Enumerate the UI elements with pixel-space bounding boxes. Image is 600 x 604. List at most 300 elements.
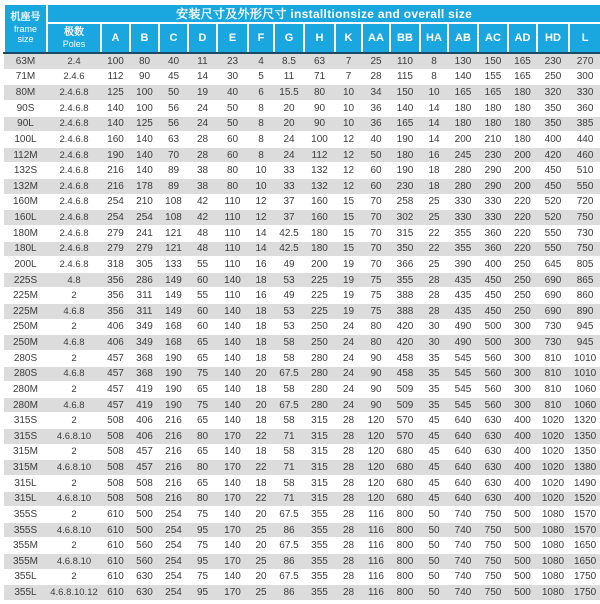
- dim-cell-BB: 150: [390, 85, 420, 101]
- dim-cell-AD: 250: [508, 304, 537, 320]
- dim-cell-C: 149: [159, 288, 188, 304]
- dim-cell-F: 20: [248, 507, 274, 523]
- dim-cell-AD: 180: [508, 116, 537, 132]
- dim-cell-F: 22: [248, 429, 274, 445]
- dim-cell-C: 216: [159, 491, 188, 507]
- dim-cell-A: 318: [101, 257, 130, 273]
- dim-cell-E: 140: [217, 366, 248, 382]
- dim-cell-E: 140: [217, 272, 248, 288]
- dim-cell-E: 140: [217, 397, 248, 413]
- dim-cell-F: 12: [248, 194, 274, 210]
- frame-size-cell: 355L: [4, 585, 47, 601]
- table-row: [4, 241, 600, 257]
- poles-cell: 2.4.6.8: [47, 132, 101, 148]
- dim-cell-L: 1750: [569, 585, 600, 601]
- dim-cell-G: 71: [274, 429, 304, 445]
- dim-cell-H: 280: [304, 366, 335, 382]
- dim-cell-AA: 75: [362, 288, 390, 304]
- dim-cell-D: 28: [188, 132, 217, 148]
- dim-cell-F: 18: [248, 319, 274, 335]
- dim-cell-C: 56: [159, 116, 188, 132]
- dim-cell-HD: 1080: [537, 554, 569, 570]
- dim-cell-C: 216: [159, 429, 188, 445]
- dim-cell-BB: 388: [390, 288, 420, 304]
- dim-cell-C: 168: [159, 335, 188, 351]
- dim-cell-BB: 680: [390, 444, 420, 460]
- dim-cell-B: 349: [130, 319, 159, 335]
- dim-cell-AB: 740: [448, 585, 478, 601]
- dim-cell-AB: 640: [448, 475, 478, 491]
- dim-cell-E: 50: [217, 116, 248, 132]
- dim-cell-A: 356: [101, 288, 130, 304]
- dim-cell-F: 18: [248, 350, 274, 366]
- dim-cell-L: 730: [569, 225, 600, 241]
- dim-cell-C: 133: [159, 257, 188, 273]
- dim-cell-K: 15: [335, 194, 362, 210]
- dim-cell-K: 10: [335, 116, 362, 132]
- dim-cell-AA: 120: [362, 413, 390, 429]
- dim-cell-BB: 190: [390, 132, 420, 148]
- dim-cell-BB: 800: [390, 522, 420, 538]
- dim-cell-E: 140: [217, 382, 248, 398]
- frame-size-cell: 200L: [4, 257, 47, 273]
- dim-cell-G: 58: [274, 350, 304, 366]
- dim-cell-H: 225: [304, 288, 335, 304]
- dim-cell-AB: 545: [448, 350, 478, 366]
- dim-cell-K: 28: [335, 554, 362, 570]
- frame-size-cell: 355S: [4, 522, 47, 538]
- dim-cell-HA: 35: [420, 382, 448, 398]
- dim-cell-AA: 90: [362, 366, 390, 382]
- dim-cell-G: 49: [274, 288, 304, 304]
- dim-cell-HD: 645: [537, 257, 569, 273]
- dim-cell-G: 24: [274, 132, 304, 148]
- dim-cell-AA: 90: [362, 350, 390, 366]
- dim-cell-AA: 116: [362, 507, 390, 523]
- frame-size-cell: 355S: [4, 507, 47, 523]
- dim-cell-HD: 1080: [537, 522, 569, 538]
- dim-cell-AB: 640: [448, 460, 478, 476]
- dim-cell-D: 75: [188, 569, 217, 585]
- dim-cell-C: 190: [159, 382, 188, 398]
- dim-cell-HA: 50: [420, 507, 448, 523]
- dim-cell-L: 865: [569, 272, 600, 288]
- dim-cell-B: 349: [130, 335, 159, 351]
- dim-cell-G: 58: [274, 475, 304, 491]
- dim-cell-C: 45: [159, 69, 188, 85]
- dim-cell-BB: 570: [390, 413, 420, 429]
- dim-cell-K: 15: [335, 241, 362, 257]
- dim-cell-HA: 50: [420, 585, 448, 601]
- dim-cell-AA: 36: [362, 116, 390, 132]
- dim-cell-AA: 60: [362, 163, 390, 179]
- dim-cell-D: 75: [188, 397, 217, 413]
- dim-cell-AC: 630: [478, 444, 508, 460]
- dim-cell-HD: 810: [537, 350, 569, 366]
- dim-cell-BB: 258: [390, 194, 420, 210]
- dim-cell-AA: 80: [362, 319, 390, 335]
- dim-cell-A: 508: [101, 475, 130, 491]
- dim-cell-K: 10: [335, 85, 362, 101]
- dim-cell-G: 86: [274, 554, 304, 570]
- dim-cell-AC: 450: [478, 288, 508, 304]
- dim-cell-HD: 1020: [537, 491, 569, 507]
- dim-cell-HA: 50: [420, 569, 448, 585]
- dim-cell-H: 355: [304, 507, 335, 523]
- dim-cell-L: 1570: [569, 522, 600, 538]
- table-body: [4, 53, 600, 600]
- dim-cell-E: 140: [217, 538, 248, 554]
- dim-cell-C: 108: [159, 210, 188, 226]
- dim-cell-HD: 810: [537, 397, 569, 413]
- table-row: [4, 507, 600, 523]
- dim-cell-B: 560: [130, 538, 159, 554]
- dim-cell-AC: 630: [478, 429, 508, 445]
- dim-cell-AA: 34: [362, 85, 390, 101]
- dim-cell-AC: 290: [478, 163, 508, 179]
- dim-cell-AB: 245: [448, 147, 478, 163]
- dim-cell-D: 28: [188, 147, 217, 163]
- dim-cell-K: 24: [335, 319, 362, 335]
- dim-cell-K: 7: [335, 53, 362, 69]
- dim-cell-AB: 355: [448, 225, 478, 241]
- column-header-K: K: [335, 23, 362, 53]
- dim-cell-H: 315: [304, 413, 335, 429]
- frame-size-cell: 180M: [4, 225, 47, 241]
- dim-cell-HD: 1020: [537, 444, 569, 460]
- column-header-H: H: [304, 23, 335, 53]
- dim-cell-A: 610: [101, 538, 130, 554]
- dim-cell-L: 330: [569, 85, 600, 101]
- dim-cell-F: 20: [248, 569, 274, 585]
- dim-cell-A: 112: [101, 69, 130, 85]
- column-header-D: D: [188, 23, 217, 53]
- dim-cell-AC: 750: [478, 522, 508, 538]
- dim-cell-H: 180: [304, 225, 335, 241]
- dim-cell-AA: 116: [362, 554, 390, 570]
- dim-cell-HD: 550: [537, 225, 569, 241]
- dim-cell-B: 286: [130, 272, 159, 288]
- dim-cell-L: 1750: [569, 569, 600, 585]
- dim-cell-K: 28: [335, 460, 362, 476]
- dim-cell-D: 75: [188, 366, 217, 382]
- dim-cell-AD: 300: [508, 397, 537, 413]
- table-row: [4, 85, 600, 101]
- dim-cell-AB: 180: [448, 100, 478, 116]
- dim-cell-C: 216: [159, 475, 188, 491]
- poles-cell: 4.6.8: [47, 397, 101, 413]
- dim-cell-C: 254: [159, 569, 188, 585]
- dim-cell-AD: 400: [508, 429, 537, 445]
- dim-cell-HA: 18: [420, 179, 448, 195]
- dim-cell-F: 16: [248, 257, 274, 273]
- dim-cell-B: 311: [130, 288, 159, 304]
- poles-cell: 2: [47, 382, 101, 398]
- poles-cell: 2: [47, 413, 101, 429]
- dim-cell-C: 168: [159, 319, 188, 335]
- dim-cell-H: 250: [304, 335, 335, 351]
- dim-cell-D: 24: [188, 116, 217, 132]
- dim-cell-HD: 690: [537, 272, 569, 288]
- dim-cell-AB: 280: [448, 163, 478, 179]
- frame-size-cell: 112M: [4, 147, 47, 163]
- dim-cell-AC: 750: [478, 585, 508, 601]
- table-row: [4, 147, 600, 163]
- dim-cell-BB: 800: [390, 538, 420, 554]
- poles-cell: 2: [47, 444, 101, 460]
- dim-cell-F: 14: [248, 241, 274, 257]
- dim-cell-A: 356: [101, 304, 130, 320]
- dim-cell-B: 406: [130, 429, 159, 445]
- dim-cell-K: 28: [335, 585, 362, 601]
- poles-cell: 4.6.8: [47, 335, 101, 351]
- table-row: [4, 225, 600, 241]
- table-row: [4, 69, 600, 85]
- dim-cell-HA: 25: [420, 257, 448, 273]
- dim-cell-A: 254: [101, 194, 130, 210]
- dim-cell-BB: 230: [390, 179, 420, 195]
- dim-cell-L: 270: [569, 53, 600, 69]
- dim-cell-AA: 70: [362, 194, 390, 210]
- dim-cell-AA: 70: [362, 257, 390, 273]
- dim-cell-AD: 500: [508, 522, 537, 538]
- table-row: [4, 522, 600, 538]
- dim-cell-BB: 388: [390, 304, 420, 320]
- dim-cell-E: 140: [217, 335, 248, 351]
- dim-cell-F: 25: [248, 554, 274, 570]
- dim-cell-F: 18: [248, 475, 274, 491]
- dim-cell-HD: 1020: [537, 429, 569, 445]
- dim-cell-G: 86: [274, 522, 304, 538]
- dim-cell-AB: 130: [448, 53, 478, 69]
- dim-cell-C: 190: [159, 366, 188, 382]
- dim-cell-AB: 435: [448, 304, 478, 320]
- dim-cell-L: 1570: [569, 507, 600, 523]
- dim-cell-K: 7: [335, 69, 362, 85]
- dim-cell-BB: 355: [390, 272, 420, 288]
- dim-cell-G: 37: [274, 194, 304, 210]
- dim-cell-AA: 120: [362, 460, 390, 476]
- frame-size-cell: 280S: [4, 350, 47, 366]
- dim-cell-D: 95: [188, 522, 217, 538]
- poles-column-header: [47, 23, 101, 53]
- frame-size-cell: 315L: [4, 491, 47, 507]
- dim-cell-D: 80: [188, 491, 217, 507]
- dim-cell-HA: 10: [420, 85, 448, 101]
- dim-cell-G: 33: [274, 179, 304, 195]
- dim-cell-C: 149: [159, 272, 188, 288]
- dim-cell-AB: 545: [448, 366, 478, 382]
- dim-cell-K: 24: [335, 350, 362, 366]
- dim-cell-G: 20: [274, 116, 304, 132]
- dim-cell-AD: 300: [508, 366, 537, 382]
- dim-cell-F: 5: [248, 69, 274, 85]
- poles-cell: 2: [47, 319, 101, 335]
- poles-cell: 2.4.6.8: [47, 210, 101, 226]
- poles-cell: 2.4.6.8: [47, 241, 101, 257]
- dim-cell-G: 11: [274, 69, 304, 85]
- dim-cell-AC: 750: [478, 507, 508, 523]
- dim-cell-AD: 500: [508, 554, 537, 570]
- dim-cell-AA: 120: [362, 429, 390, 445]
- dim-cell-HD: 230: [537, 53, 569, 69]
- dim-cell-AD: 220: [508, 241, 537, 257]
- dim-cell-H: 180: [304, 241, 335, 257]
- poles-cell: 4.6.8.10: [47, 491, 101, 507]
- dim-cell-AA: 80: [362, 335, 390, 351]
- dim-cell-AD: 200: [508, 147, 537, 163]
- frame-size-header-en: frame size: [13, 23, 37, 45]
- poles-cell: 2: [47, 538, 101, 554]
- dim-cell-HA: 35: [420, 366, 448, 382]
- dim-cell-E: 170: [217, 491, 248, 507]
- dim-cell-H: 250: [304, 319, 335, 335]
- dim-cell-G: 42.5: [274, 241, 304, 257]
- dim-cell-AC: 400: [478, 257, 508, 273]
- dim-cell-HD: 810: [537, 382, 569, 398]
- frame-size-cell: 280M: [4, 397, 47, 413]
- dim-cell-H: 90: [304, 100, 335, 116]
- dim-cell-AB: 640: [448, 444, 478, 460]
- dim-cell-E: 140: [217, 319, 248, 335]
- dim-cell-L: 360: [569, 100, 600, 116]
- poles-cell: 4.8: [47, 272, 101, 288]
- table-row: [4, 350, 600, 366]
- dim-cell-G: 53: [274, 319, 304, 335]
- dim-cell-AD: 400: [508, 475, 537, 491]
- frame-size-cell: 160L: [4, 210, 47, 226]
- dim-cell-D: 38: [188, 163, 217, 179]
- table-row: [4, 100, 600, 116]
- dim-cell-A: 140: [101, 100, 130, 116]
- table-row: [4, 210, 600, 226]
- dim-cell-E: 170: [217, 522, 248, 538]
- frame-size-cell: 90S: [4, 100, 47, 116]
- frame-size-cell: 63M: [4, 53, 47, 69]
- dim-cell-AC: 750: [478, 554, 508, 570]
- dim-cell-A: 610: [101, 507, 130, 523]
- dim-cell-AB: 640: [448, 413, 478, 429]
- dim-cell-BB: 115: [390, 69, 420, 85]
- frame-size-cell: 132M: [4, 179, 47, 195]
- dim-cell-BB: 800: [390, 554, 420, 570]
- dim-cell-AA: 25: [362, 53, 390, 69]
- frame-size-cell: 315M: [4, 460, 47, 476]
- column-header-B: B: [130, 23, 159, 53]
- dim-cell-BB: 190: [390, 163, 420, 179]
- dim-cell-C: 121: [159, 225, 188, 241]
- dim-cell-L: 720: [569, 194, 600, 210]
- dim-cell-B: 125: [130, 116, 159, 132]
- dim-cell-H: 100: [304, 132, 335, 148]
- dim-cell-AA: 70: [362, 210, 390, 226]
- dim-cell-C: 40: [159, 53, 188, 69]
- dim-cell-F: 18: [248, 304, 274, 320]
- dim-cell-HA: 45: [420, 460, 448, 476]
- dim-cell-A: 508: [101, 429, 130, 445]
- dim-cell-HA: 45: [420, 413, 448, 429]
- dim-cell-E: 170: [217, 554, 248, 570]
- dim-cell-G: 67.5: [274, 538, 304, 554]
- table-row: [4, 116, 600, 132]
- dim-cell-BB: 680: [390, 460, 420, 476]
- frame-size-cell: 132S: [4, 163, 47, 179]
- dim-cell-B: 457: [130, 460, 159, 476]
- dim-cell-D: 75: [188, 538, 217, 554]
- dim-cell-AD: 500: [508, 507, 537, 523]
- dim-cell-AA: 90: [362, 382, 390, 398]
- dim-cell-H: 160: [304, 194, 335, 210]
- dim-cell-A: 457: [101, 397, 130, 413]
- dim-cell-L: 460: [569, 147, 600, 163]
- dim-cell-B: 210: [130, 194, 159, 210]
- poles-header-zh: 极数: [64, 26, 84, 38]
- poles-header-en: Poles: [62, 38, 86, 49]
- dim-cell-AA: 40: [362, 132, 390, 148]
- dim-cell-K: 28: [335, 413, 362, 429]
- dim-cell-A: 610: [101, 569, 130, 585]
- dim-cell-D: 42: [188, 194, 217, 210]
- dim-cell-K: 28: [335, 538, 362, 554]
- dim-cell-AB: 740: [448, 538, 478, 554]
- dim-cell-G: 20: [274, 100, 304, 116]
- dim-cell-L: 1520: [569, 491, 600, 507]
- dim-cell-AB: 435: [448, 272, 478, 288]
- dim-cell-HD: 400: [537, 132, 569, 148]
- column-header-L: L: [569, 23, 600, 53]
- dim-cell-AC: 330: [478, 194, 508, 210]
- table-row: [4, 53, 600, 69]
- dim-cell-D: 48: [188, 225, 217, 241]
- column-header-E: E: [217, 23, 248, 53]
- dim-cell-HA: 18: [420, 163, 448, 179]
- dim-cell-H: 315: [304, 444, 335, 460]
- dim-cell-B: 178: [130, 179, 159, 195]
- dim-cell-E: 110: [217, 225, 248, 241]
- dim-cell-B: 368: [130, 350, 159, 366]
- dim-cell-A: 406: [101, 335, 130, 351]
- dim-cell-F: 8: [248, 100, 274, 116]
- dim-cell-C: 254: [159, 522, 188, 538]
- dim-cell-HA: 8: [420, 69, 448, 85]
- dim-cell-D: 65: [188, 335, 217, 351]
- table-row: [4, 366, 600, 382]
- dim-cell-HA: 45: [420, 444, 448, 460]
- frame-size-cell: 315L: [4, 475, 47, 491]
- column-header-AA: AA: [362, 23, 390, 53]
- table-row: [4, 444, 600, 460]
- dim-cell-BB: 366: [390, 257, 420, 273]
- dim-cell-C: 190: [159, 397, 188, 413]
- dim-cell-AD: 250: [508, 288, 537, 304]
- dim-cell-H: 315: [304, 491, 335, 507]
- dim-cell-D: 80: [188, 429, 217, 445]
- dim-cell-E: 110: [217, 241, 248, 257]
- dim-cell-C: 121: [159, 241, 188, 257]
- dim-cell-F: 18: [248, 272, 274, 288]
- dim-cell-AB: 330: [448, 210, 478, 226]
- frame-size-cell: 315M: [4, 444, 47, 460]
- dim-cell-AA: 70: [362, 225, 390, 241]
- dim-cell-BB: 800: [390, 507, 420, 523]
- dim-cell-AD: 180: [508, 85, 537, 101]
- frame-size-cell: 80M: [4, 85, 47, 101]
- dim-cell-E: 140: [217, 413, 248, 429]
- dim-cell-E: 60: [217, 132, 248, 148]
- table-row: [4, 585, 600, 601]
- dim-cell-D: 65: [188, 350, 217, 366]
- dim-cell-AC: 500: [478, 335, 508, 351]
